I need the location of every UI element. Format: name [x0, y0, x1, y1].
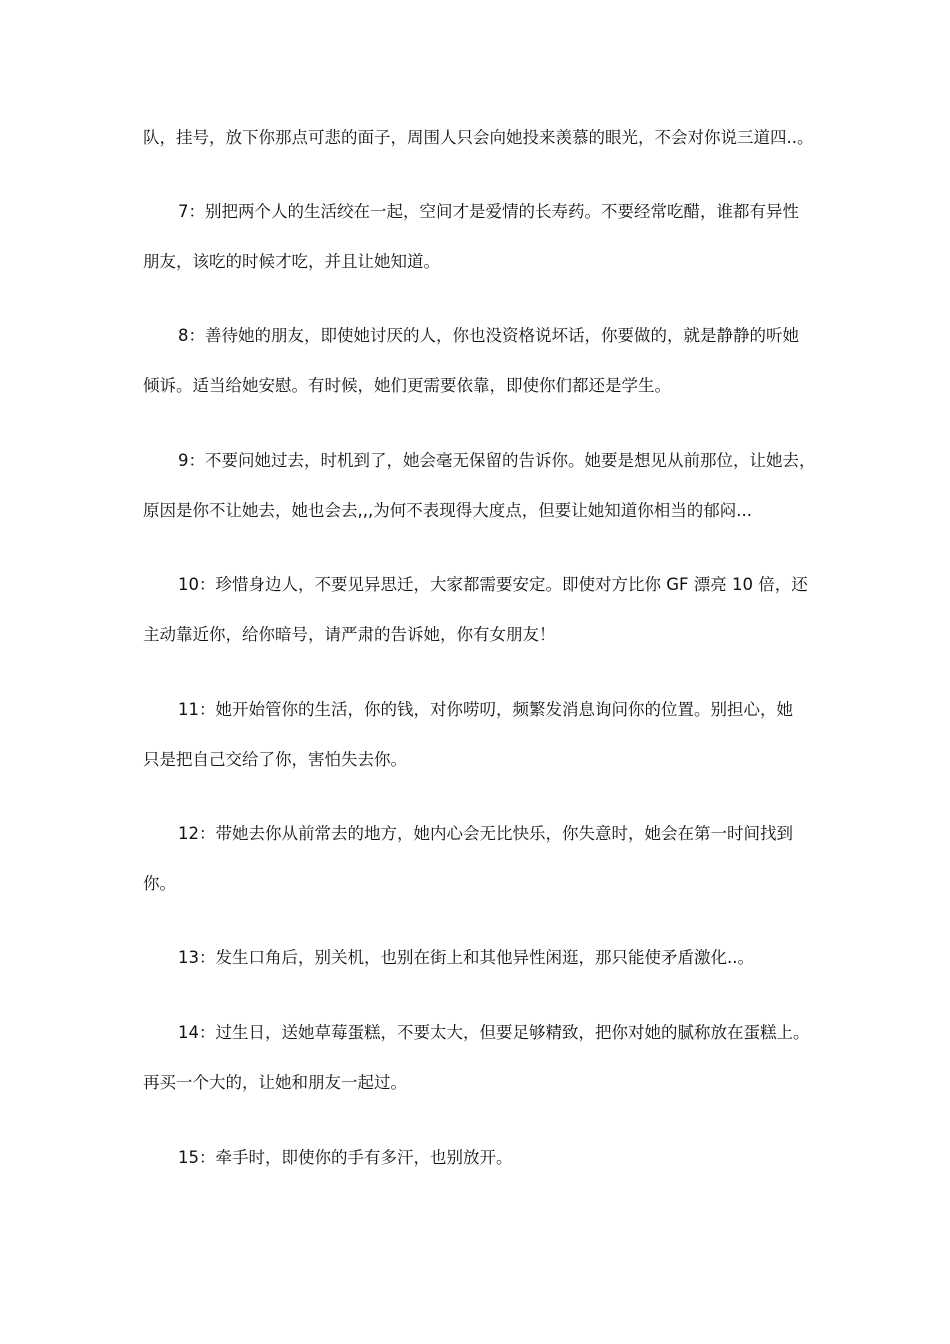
text-line: 15：牵手时，即使你的手有多汗，也别放开。	[178, 1148, 513, 1167]
text-line: 8：善待她的朋友，即使她讨厌的人，你也没资格说坏话，你要做的，就是静静的听她	[178, 326, 799, 345]
text-line: 14：过生日，送她草莓蛋糕，不要太大，但要足够精致，把你对她的腻称放在蛋糕上。	[178, 1023, 810, 1042]
text-line: 13：发生口角后，别关机，也别在街上和其他异性闲逛，那只能使矛盾激化..。	[178, 948, 754, 967]
text-line: 12：带她去你从前常去的地方，她内心会无比快乐，你失意时，她会在第一时间找到	[178, 824, 793, 843]
paragraph-item-11	[143, 685, 815, 785]
text-line: 朋友，该吃的时候才吃，并且让她知道。	[143, 252, 440, 271]
text-line: 主动靠近你，给你暗号，请严肃的告诉她，你有女朋友！	[143, 625, 556, 644]
text-line: 你。	[143, 874, 176, 893]
text-line: 倾诉。适当给她安慰。有时候，她们更需要依靠，即使你们都还是学生。	[143, 376, 671, 395]
text-line: 9：不要问她过去，时机到了，她会毫无保留的告诉你。她要是想见从前那位，让她去，	[178, 451, 816, 470]
paragraph-item-10	[143, 560, 815, 660]
text-line: 队，挂号，放下你那点可悲的面子，周围人只会向她投来羡慕的眼光，不会对你说三道四..。	[143, 128, 814, 147]
text-line: 11：她开始管你的生活，你的钱，对你唠叨，频繁发消息询问你的位置。别担心，她	[178, 700, 793, 719]
paragraph-item-14	[143, 1008, 815, 1108]
paragraph-item-15	[143, 1133, 815, 1183]
text-line: 原因是你不让她去，她也会去,,,为何不表现得大度点，但要让她知道你相当的郁闷...	[143, 501, 752, 520]
text-line: 10：珍惜身边人，不要见异思迁，大家都需要安定。即使对方比你 GF 漂亮 10 倍，还	[178, 575, 808, 594]
text-line: 只是把自己交给了你，害怕失去你。	[143, 750, 407, 769]
paragraph-item-13	[143, 933, 815, 983]
paragraph-item-8	[143, 311, 815, 411]
paragraph-item-7	[143, 187, 815, 287]
paragraph-continuation	[143, 113, 815, 163]
text-line: 再买一个大的，让她和朋友一起过。	[143, 1073, 407, 1092]
paragraph-item-12	[143, 809, 815, 909]
text-line: 7：别把两个人的生活绞在一起，空间才是爱情的长寿药。不要经常吃醋，谁都有异性	[178, 202, 799, 221]
paragraph-item-9	[143, 436, 815, 536]
